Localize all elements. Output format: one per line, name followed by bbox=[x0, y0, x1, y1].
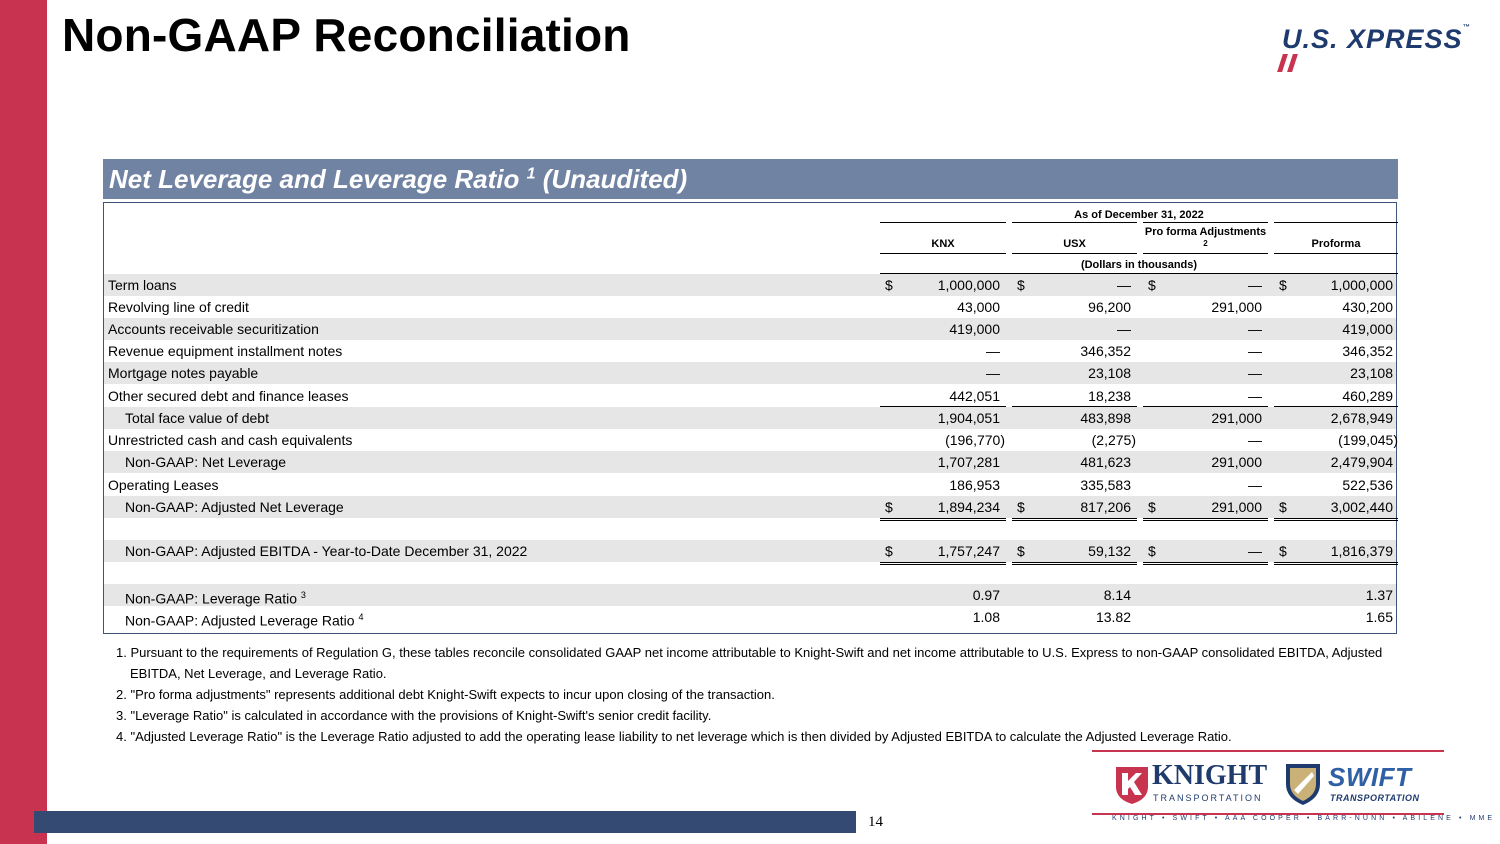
footnote-3: 3. "Leverage Ratio" is calculated in accordance with the provisions of Knight-Swift's senior credit facility. bbox=[116, 708, 712, 723]
row-label bbox=[108, 296, 249, 318]
table-rule bbox=[880, 518, 1006, 519]
row-label-text: Other secured debt and finance leases bbox=[108, 388, 349, 404]
units-label: (Dollars in thousands) bbox=[1080, 259, 1198, 271]
row-label bbox=[125, 540, 527, 562]
table-row bbox=[104, 362, 1396, 384]
table-row bbox=[104, 340, 1396, 362]
row-label bbox=[108, 474, 219, 496]
knight-logo-text: KNIGHT bbox=[1152, 760, 1268, 791]
cell-value: (196,770) bbox=[945, 432, 1005, 448]
footnotes bbox=[116, 642, 1406, 747]
currency-symbol: $ bbox=[1017, 543, 1025, 559]
cell-value: 3,002,440 bbox=[1330, 499, 1393, 515]
header-rule bbox=[880, 222, 1006, 223]
currency-symbol: $ bbox=[1148, 543, 1156, 559]
column-header-usx bbox=[1012, 238, 1137, 250]
table-rule bbox=[1012, 406, 1137, 407]
cell-value: 817,206 bbox=[1080, 499, 1131, 515]
table-rule bbox=[1012, 518, 1137, 519]
cell-value: 59,132 bbox=[1088, 543, 1131, 559]
cell-value: 23,108 bbox=[1350, 365, 1393, 381]
table-row bbox=[104, 584, 1396, 606]
row-label-text: Non-GAAP: Leverage Ratio bbox=[125, 590, 297, 607]
swift-logo-subtext: TRANSPORTATION bbox=[1330, 793, 1420, 803]
cell-value: — bbox=[1248, 388, 1262, 404]
table-rule bbox=[880, 406, 1006, 407]
cell-value: 186,953 bbox=[949, 477, 1000, 493]
cell-value: 0.97 bbox=[972, 587, 1000, 603]
cell-value: 522,536 bbox=[1342, 477, 1393, 493]
cell-value: — bbox=[1248, 432, 1262, 448]
table-rule bbox=[1274, 520, 1398, 521]
column-header-label: USX bbox=[1063, 238, 1086, 250]
header-rule bbox=[1012, 222, 1137, 223]
currency-symbol: $ bbox=[1279, 499, 1287, 515]
cell-value: — bbox=[1117, 277, 1131, 293]
cell-value: 23,108 bbox=[1088, 365, 1131, 381]
row-label bbox=[125, 451, 286, 473]
row-label-text: Non-GAAP: Adjusted EBITDA - Year-to-Date December 31, 2022 bbox=[125, 543, 528, 559]
row-label bbox=[108, 274, 176, 296]
cell-value: 8.14 bbox=[1103, 587, 1131, 603]
footnote-2: 2. "Pro forma adjustments" represents additional debt Knight-Swift expects to incur upon closing of the transaction. bbox=[116, 687, 775, 702]
brand-family-line: KNIGHT • SWIFT • AAA COOPER • BARR-NUNN • ABILENE • MME bbox=[1112, 815, 1496, 822]
column-header-knx bbox=[880, 238, 1006, 250]
header-rule bbox=[880, 253, 1006, 254]
header-rule bbox=[1274, 222, 1398, 223]
table-row bbox=[104, 318, 1396, 340]
cell-value: 442,051 bbox=[949, 388, 1000, 404]
cell-value: 96,200 bbox=[1088, 299, 1131, 315]
currency-symbol: $ bbox=[1148, 499, 1156, 515]
row-label bbox=[108, 362, 258, 384]
left-accent-bar bbox=[0, 0, 47, 844]
cell-value: 1,757,247 bbox=[937, 543, 1000, 559]
cell-value: 2,479,904 bbox=[1330, 454, 1393, 470]
currency-symbol: $ bbox=[1148, 277, 1156, 293]
cell-value: — bbox=[1248, 543, 1262, 559]
row-label bbox=[108, 340, 342, 362]
cell-value: 346,352 bbox=[1080, 343, 1131, 359]
cell-value: — bbox=[1117, 321, 1131, 337]
cell-value: 419,000 bbox=[949, 321, 1000, 337]
bottom-bar bbox=[34, 811, 856, 833]
table-rule bbox=[1143, 520, 1268, 521]
cell-value: 1.37 bbox=[1365, 587, 1393, 603]
currency-symbol: $ bbox=[1017, 499, 1025, 515]
row-label bbox=[125, 407, 269, 429]
cell-value: 419,000 bbox=[1342, 321, 1393, 337]
cell-value: 460,289 bbox=[1342, 388, 1393, 404]
row-label-text: Mortgage notes payable bbox=[108, 365, 259, 381]
us-xpress-logo bbox=[1270, 22, 1471, 78]
cell-value: 291,000 bbox=[1211, 410, 1262, 426]
swift-shield-icon bbox=[1282, 760, 1324, 806]
cell-value: 1,707,281 bbox=[937, 454, 1000, 470]
table-row bbox=[104, 429, 1396, 451]
table-row bbox=[104, 385, 1396, 407]
currency-symbol: $ bbox=[1279, 543, 1287, 559]
row-label-text: Revenue equipment installment notes bbox=[108, 343, 343, 359]
cell-value: — bbox=[986, 343, 1000, 359]
panel-title-suffix: (Unaudited) bbox=[542, 164, 688, 194]
page-number: 14 bbox=[868, 814, 883, 830]
row-label bbox=[125, 606, 363, 632]
currency-symbol: $ bbox=[885, 499, 893, 515]
row-label-text: Revolving line of credit bbox=[108, 299, 249, 315]
table-rule bbox=[1274, 518, 1398, 519]
table-rule bbox=[880, 564, 1006, 565]
column-header-footnote-ref: 2 bbox=[1203, 239, 1208, 248]
table-rule bbox=[1274, 564, 1398, 565]
row-label-text: Non-GAAP: Adjusted Leverage Ratio bbox=[125, 612, 355, 629]
cell-value: — bbox=[986, 365, 1000, 381]
cell-value: 1,000,000 bbox=[937, 277, 1000, 293]
cell-value: — bbox=[1248, 277, 1262, 293]
cell-value: 1,894,234 bbox=[937, 499, 1000, 515]
header-rule bbox=[1143, 253, 1268, 254]
table-row bbox=[104, 274, 1396, 296]
cell-value: 1,904,051 bbox=[937, 410, 1000, 426]
panel-title: Net Leverage and Leverage Ratio bbox=[109, 164, 520, 194]
table-row bbox=[104, 606, 1396, 628]
table-row bbox=[104, 540, 1396, 562]
cell-value: — bbox=[1248, 343, 1262, 359]
knight-shield-icon bbox=[1114, 761, 1150, 805]
column-header-proforma bbox=[1274, 238, 1398, 250]
page-title: Non-GAAP Reconciliation bbox=[62, 9, 631, 61]
cell-value: 13.82 bbox=[1095, 609, 1131, 625]
table-rule bbox=[1012, 564, 1137, 565]
table-rule bbox=[1012, 562, 1137, 563]
table-row bbox=[104, 496, 1396, 518]
header-rule bbox=[1012, 253, 1137, 254]
us-xpress-logo-text: U.S. XPRESS bbox=[1282, 24, 1463, 54]
knight-logo-subtext: TRANSPORTATION bbox=[1153, 793, 1263, 803]
cell-value: 430,200 bbox=[1342, 299, 1393, 315]
row-label-text: Total face value of debt bbox=[125, 410, 269, 426]
column-header-label: Proforma bbox=[1311, 238, 1361, 250]
row-label bbox=[108, 429, 352, 451]
row-footnote-ref: 3 bbox=[300, 590, 306, 600]
table-rule bbox=[1143, 564, 1268, 565]
row-label-text: Operating Leases bbox=[108, 477, 219, 493]
cell-value: 2,678,949 bbox=[1330, 410, 1393, 426]
knight-swift-logo bbox=[1092, 750, 1444, 815]
cell-value: 291,000 bbox=[1211, 299, 1262, 315]
footnote-4: 4. "Adjusted Leverage Ratio" is the Leverage Ratio adjusted to add the operating lease liability to net leverage which is then divided by Adjusted EBITDA to calculate the Adjusted Leverage Ratio. bbox=[116, 729, 1232, 744]
cell-value: 483,898 bbox=[1080, 410, 1131, 426]
table-row bbox=[104, 296, 1396, 318]
header-rule bbox=[1143, 222, 1268, 223]
panel-title-footnote-ref: 1 bbox=[526, 165, 536, 183]
swift-logo-text: SWIFT bbox=[1328, 762, 1412, 792]
period-header: As of December 31, 2022 bbox=[1074, 209, 1204, 221]
cell-value: 1,000,000 bbox=[1330, 277, 1393, 293]
table-rule bbox=[1143, 562, 1268, 563]
row-label-text: Non-GAAP: Adjusted Net Leverage bbox=[125, 499, 344, 515]
row-label bbox=[108, 318, 319, 340]
table-rule bbox=[880, 562, 1006, 563]
currency-symbol: $ bbox=[1017, 277, 1025, 293]
row-label-text: Term loans bbox=[108, 277, 177, 293]
column-header-label: KNX bbox=[931, 238, 955, 250]
cell-value: 1.08 bbox=[972, 609, 1000, 625]
cell-value: 346,352 bbox=[1342, 343, 1393, 359]
row-label-text: Unrestricted cash and cash equivalents bbox=[108, 432, 353, 448]
row-label-text: Accounts receivable securitization bbox=[108, 321, 319, 337]
table-row bbox=[104, 474, 1396, 496]
currency-symbol: $ bbox=[885, 277, 893, 293]
us-xpress-tm: ™ bbox=[1462, 24, 1471, 31]
table-rule bbox=[1143, 518, 1268, 519]
footnote-1: 1. Pursuant to the requirements of Regulation G, these tables reconcile consolidated GAAP net income attributable to Knight-Swift and net income attributable to U.S. Express to non-GAAP consolidated EBITDA, Adjusted EBITDA, Net Leverage, and Leverage Ratio. bbox=[116, 645, 1383, 681]
table-rule bbox=[1012, 520, 1137, 521]
cell-value: (2,275) bbox=[1091, 432, 1136, 448]
cell-value: 1,816,379 bbox=[1330, 543, 1393, 559]
cell-value: — bbox=[1248, 365, 1262, 381]
row-label bbox=[125, 496, 344, 518]
header-rule bbox=[1274, 253, 1398, 254]
currency-symbol: $ bbox=[885, 543, 893, 559]
cell-value: — bbox=[1248, 321, 1262, 337]
cell-value: 43,000 bbox=[957, 299, 1000, 315]
row-label bbox=[108, 385, 349, 407]
cell-value: 335,583 bbox=[1080, 477, 1131, 493]
table-rule bbox=[1274, 406, 1398, 407]
table-row bbox=[104, 407, 1396, 429]
row-label-text: Non-GAAP: Net Leverage bbox=[125, 454, 287, 470]
table-row bbox=[104, 451, 1396, 473]
cell-value: — bbox=[1248, 477, 1262, 493]
cell-value: 291,000 bbox=[1211, 454, 1262, 470]
panel-header bbox=[103, 159, 1398, 199]
cell-value: (199,045) bbox=[1338, 432, 1398, 448]
table-rule bbox=[1274, 562, 1398, 563]
row-footnote-ref: 4 bbox=[358, 612, 364, 622]
table-rule bbox=[880, 520, 1006, 521]
cell-value: 18,238 bbox=[1088, 388, 1131, 404]
cell-value: 291,000 bbox=[1211, 499, 1262, 515]
currency-symbol: $ bbox=[1279, 277, 1287, 293]
column-header-pro-forma-adjustments bbox=[1143, 226, 1268, 254]
cell-value: 481,623 bbox=[1080, 454, 1131, 470]
cell-value: 1.65 bbox=[1365, 609, 1393, 625]
column-header-label: Pro forma Adjustments bbox=[1144, 226, 1267, 238]
table-rule bbox=[1143, 406, 1268, 407]
